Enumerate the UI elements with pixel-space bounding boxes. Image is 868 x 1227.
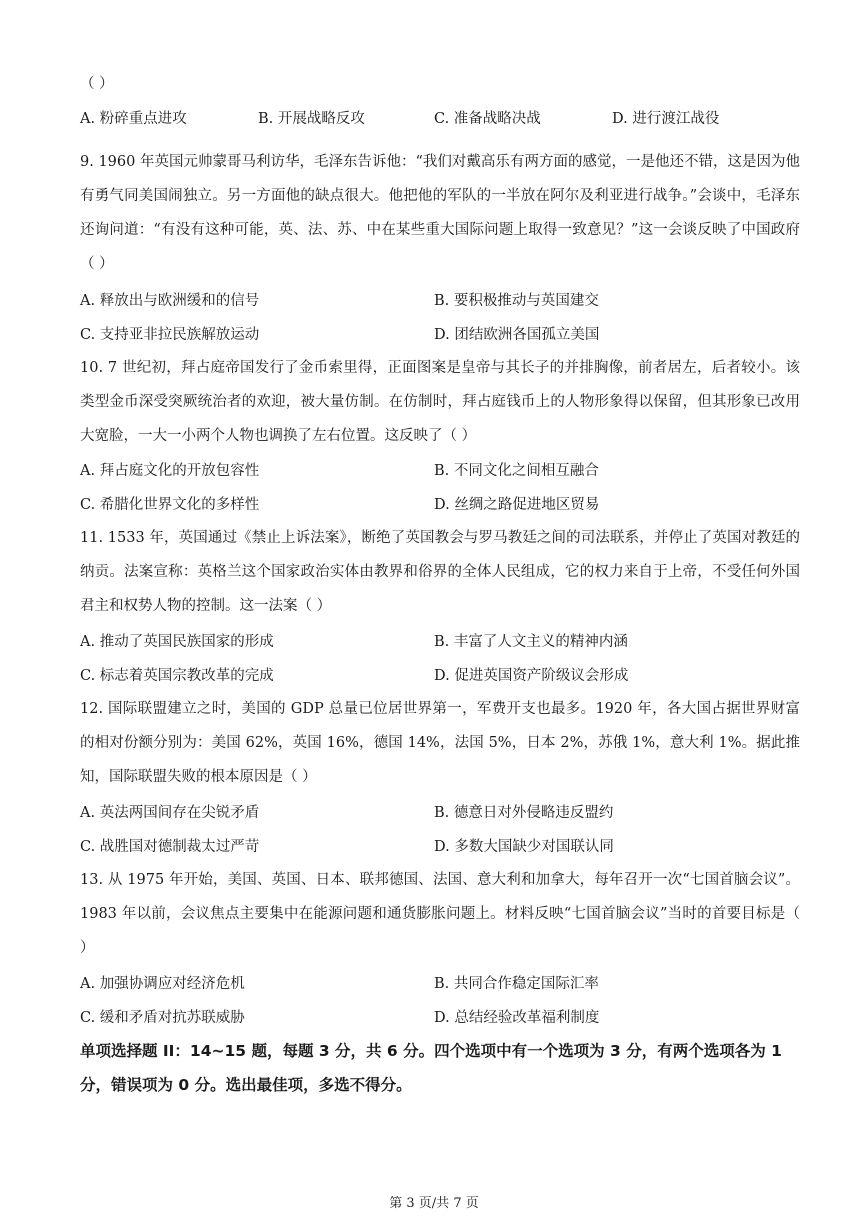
q10-stem: 10. 7 世纪初，拜占庭帝国发行了金币索里得，正面图案是皇帝与其长子的并排胸像，前者居左，后者较小。该类型金币深受突厥统治者的欢迎，被大量仿制。在仿制时，拜占庭钱币上的人物形象得以保留，但其形象已改用大宽脸，一大一小两个人物也调换了左右位置。这反映了（ ）	[80, 360, 800, 444]
q8-option-d: D. 进行渡江战役	[612, 111, 720, 127]
q10-option-c: C. 希腊化世界文化的多样性	[80, 497, 260, 513]
q12-stem: 12. 国际联盟建立之时，美国的 GDP 总量已位居世界第一，军费开支也最多。1920 年，各大国占据世界财富的相对份额分别为：美国 62%，英国 16%，德国 14%，法国 5%，日本 2%，苏俄 1%，意大利 1%。据此推知，国际联盟失败的根本原因是（ ）	[80, 701, 800, 785]
q10-option-b: B. 不同文化之间相互融合	[434, 463, 599, 479]
q10-option-d: D. 丝绸之路促进地区贸易	[434, 497, 600, 513]
q8-answer-bracket: （ ）	[80, 76, 114, 92]
q9-option-d: D. 团结欧洲各国孤立美国	[434, 327, 600, 343]
q9-option-b: B. 要积极推动与英国建交	[434, 293, 599, 309]
q11-option-d: D. 促进英国资产阶级议会形成	[434, 668, 629, 684]
q12-option-b: B. 德意日对外侵略违反盟约	[434, 805, 614, 821]
q11-option-a: A. 推动了英国民族国家的形成	[80, 634, 274, 650]
q13-option-a: A. 加强协调应对经济危机	[80, 976, 245, 992]
q12-option-d: D. 多数大国缺少对国联认同	[434, 839, 614, 855]
q13-option-c: C. 缓和矛盾对抗苏联威胁	[80, 1010, 245, 1026]
page-footer: 第 3 页/共 7 页	[389, 1196, 479, 1211]
section-heading: 单项选择题 II：14~15 题，每题 3 分，共 6 分。四个选项中有一个选项为 3 分，有两个选项各为 1 分，错误项为 0 分。选出最佳项，多选不得分。	[80, 1042, 782, 1094]
q12-option-c: C. 战胜国对德制裁太过严苛	[80, 839, 260, 855]
q13-option-d: D. 总结经验改革福利制度	[434, 1010, 600, 1026]
q12-option-a: A. 英法两国间存在尖锐矛盾	[80, 805, 260, 821]
q13-option-b: B. 共同合作稳定国际汇率	[434, 976, 599, 992]
q13-stem: 13. 从 1975 年开始，美国、英国、日本、联邦德国、法国、意大利和加拿大，每年召开一次“七国首脑会议”。1983 年以前，会议焦点主要集中在能源问题和通货膨胀问题上。材料反映“七国首脑会议”当时的首要目标是（ ）	[80, 872, 800, 956]
q8-option-c: C. 准备战略决战	[434, 111, 541, 127]
q9-option-a: A. 释放出与欧洲缓和的信号	[80, 293, 260, 309]
q8-option-a: A. 粉碎重点进攻	[80, 111, 187, 127]
q9-stem: 9. 1960 年英国元帅蒙哥马利访华，毛泽东告诉他：“我们对戴高乐有两方面的感觉，一是他还不错，这是因为他有勇气同美国闹独立。另一方面他的缺点很大。他把他的军队的一半放在阿尔及利亚进行战争。”会谈中，毛泽东还询问道：“有没有这种可能，英、法、苏、中在某些重大国际问题上取得一致意见？”这一会谈反映了中国政府（ ）	[80, 154, 800, 272]
q9-option-c: C. 支持亚非拉民族解放运动	[80, 327, 260, 343]
q11-option-c: C. 标志着英国宗教改革的完成	[80, 668, 274, 684]
q10-option-a: A. 拜占庭文化的开放包容性	[80, 463, 260, 479]
q8-option-b: B. 开展战略反攻	[258, 111, 365, 127]
q11-option-b: B. 丰富了人文主义的精神内涵	[434, 634, 628, 650]
q11-stem: 11. 1533 年，英国通过《禁止上诉法案》，断绝了英国教会与罗马教廷之间的司法联系，并停止了英国对教廷的纳贡。法案宣称：英格兰这个国家政治实体由教界和俗界的全体人民组成，它的权力来自于上帝，不受任何外国君主和权势人物的控制。这一法案（ ）	[80, 530, 800, 614]
